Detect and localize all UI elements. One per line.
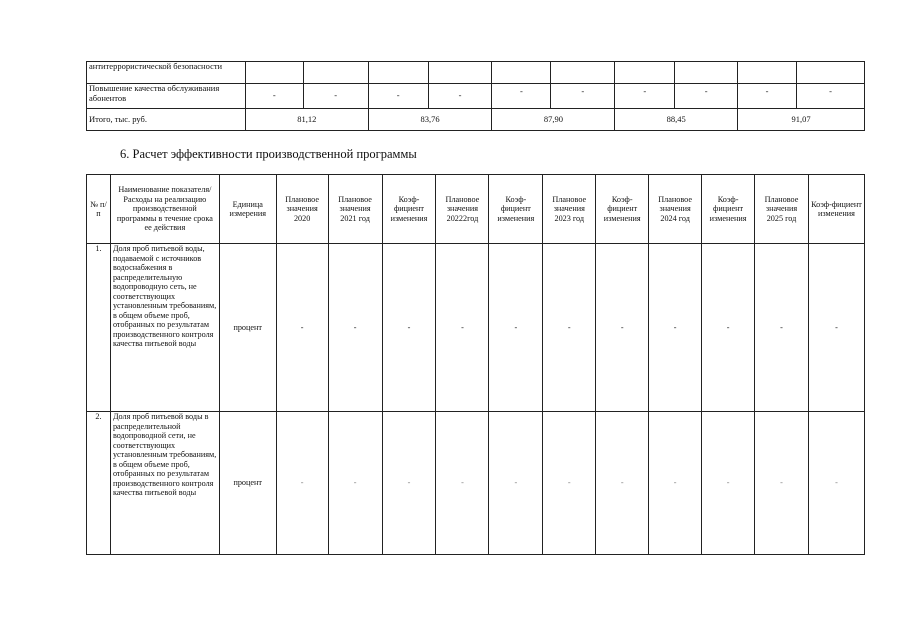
header-cell: Коэф-фициент изменения xyxy=(808,175,864,244)
cell: - xyxy=(755,244,809,412)
table-row xyxy=(87,244,865,412)
cell: - xyxy=(649,412,702,555)
header-cell: Плановое значения 20222год xyxy=(436,175,489,244)
table-row xyxy=(87,62,865,84)
cell: - xyxy=(436,412,489,555)
cell xyxy=(428,62,492,84)
total-row xyxy=(87,109,865,131)
cell: - xyxy=(808,412,864,555)
header-cell: Плановое значения 2021 год xyxy=(328,175,382,244)
cell xyxy=(615,62,675,84)
cell: - xyxy=(755,412,809,555)
cell: - xyxy=(702,244,755,412)
row-unit: процент xyxy=(219,244,276,412)
cell xyxy=(797,62,865,84)
cell: - xyxy=(738,84,797,109)
cell xyxy=(738,62,797,84)
cell: - xyxy=(382,244,436,412)
cell xyxy=(303,62,368,84)
cell xyxy=(368,62,428,84)
cell: - xyxy=(551,84,615,109)
cell xyxy=(675,62,738,84)
cell: - xyxy=(328,244,382,412)
row-name: Доля проб питьевой воды, подаваемой с источников водоснабжения в распределительную водопроводную сеть, не соответствующих установленным требованиям, в общем объеме проб, отобранных по результатам производственного контроля качества питьевой воды xyxy=(110,244,219,412)
cell: - xyxy=(328,412,382,555)
cell: - xyxy=(702,412,755,555)
row-number: 1. xyxy=(87,244,111,412)
header-cell: Коэф-фициент изменения xyxy=(382,175,436,244)
cell: - xyxy=(543,244,596,412)
cell: - xyxy=(303,84,368,109)
cell: - xyxy=(808,244,864,412)
cell xyxy=(492,62,551,84)
expenses-table xyxy=(86,61,865,131)
cell: - xyxy=(276,412,328,555)
cell: - xyxy=(428,84,492,109)
header-cell: Коэф-фициент изменения xyxy=(702,175,755,244)
total-value: 88,45 xyxy=(615,109,738,131)
cell: - xyxy=(489,412,543,555)
cell: - xyxy=(245,84,303,109)
section-heading: 6. Расчет эффективности производственной программы xyxy=(120,147,417,161)
cell: - xyxy=(596,244,649,412)
cell: - xyxy=(276,244,328,412)
table-row xyxy=(87,412,865,555)
header-cell: Коэф-фициент изменения xyxy=(596,175,649,244)
header-cell: Плановое значения 2024 год xyxy=(649,175,702,244)
cell: - xyxy=(382,412,436,555)
header-cell: Плановое значения 2023 год xyxy=(543,175,596,244)
cell: - xyxy=(492,84,551,109)
total-value: 91,07 xyxy=(738,109,865,131)
header-cell: Коэф-фициент изменения xyxy=(489,175,543,244)
cell: - xyxy=(675,84,738,109)
header-cell: Плановое значения 2025 год xyxy=(755,175,809,244)
total-label: Итого, тыс. руб. xyxy=(87,109,246,131)
cell: - xyxy=(596,412,649,555)
cell: - xyxy=(615,84,675,109)
cell: - xyxy=(368,84,428,109)
total-value: 87,90 xyxy=(492,109,615,131)
header-cell: № п/п xyxy=(87,175,111,244)
header-row xyxy=(87,175,865,244)
cell: - xyxy=(543,412,596,555)
cell: - xyxy=(489,244,543,412)
row-name: антитеррористической безопасности xyxy=(87,62,246,84)
row-name: Повышение качества обслуживания абонентов xyxy=(87,84,246,109)
row-unit: процент xyxy=(219,412,276,555)
cell xyxy=(245,62,303,84)
row-number: 2. xyxy=(87,412,111,555)
header-cell: Плановое значения 2020 xyxy=(276,175,328,244)
row-name: Доля проб питьевой воды в распределительной водопроводной сети, не соответствующих установленным требованиям, в общем объеме проб, отобранных по результатам производственного контроля качества питьевой воды xyxy=(110,412,219,555)
total-value: 83,76 xyxy=(368,109,492,131)
cell: - xyxy=(797,84,865,109)
efficiency-table xyxy=(86,174,865,555)
cell: - xyxy=(436,244,489,412)
cell: - xyxy=(649,244,702,412)
total-value: 81,12 xyxy=(245,109,368,131)
table-row xyxy=(87,84,865,109)
cell xyxy=(551,62,615,84)
header-cell: Наименование показателя/Расходы на реализацию производственной программы в течение срока ее действия xyxy=(110,175,219,244)
header-cell: Единица измерения xyxy=(219,175,276,244)
